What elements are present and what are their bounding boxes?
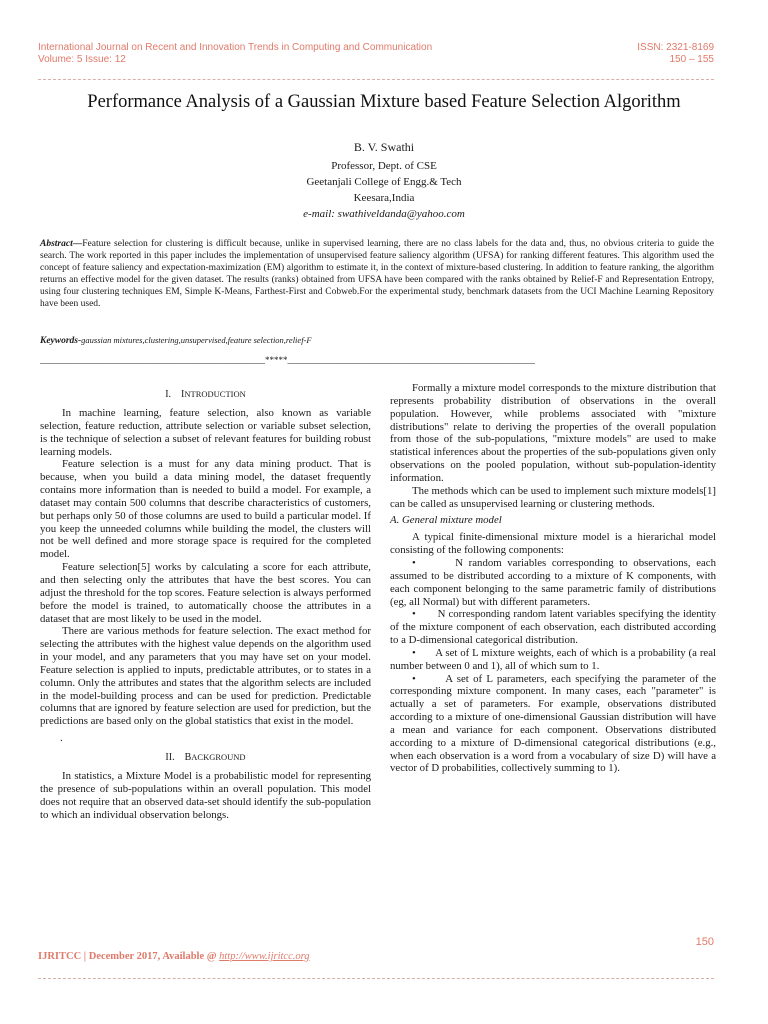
mixture-paragraph-3: A typical finite-dimensional mixture model is a hierarichal model consisting of the following components: — [390, 531, 716, 557]
intro-paragraph-3: Feature selection[5] works by calculating a score for each attribute, and then selecting only the attributes that have the best scores. You can adjust the threshold for the top scores. Feature selection is always performed before the model is trained, to automatically choose the attributes in a dataset that are most likely to be used in the model. — [40, 561, 372, 625]
keywords-label: Keywords- — [40, 336, 82, 346]
keywords-text: gaussian mixtures,clustering,unsupervised,feature selection,relief-F — [81, 335, 312, 345]
intro-paragraph-2: Feature selection is a must for any data mining product. That is because, when you build a data mining model, the dataset frequently contains more information than is needed to build a model. For example, a dataset may contain 500 columns that describe characteristics of customers, but perhaps only 50 of those columns are used to build a particular model. If you keep the unneeded columns while building the model, the clusters will not be well defined and more storage space is required for the completed model. — [40, 458, 371, 561]
intro-paragraph-4: There are various methods for feature selection. The exact method for selecting the attributes with the highest value depends on the algorithm used in your model, and any parameters that you may have set on your model. Feature selection is applied to inputs, predictable attributes, or to states in a column. Only the attributes and states that the algorithm selects are included in the model-building process and can be used for prediction. Predictable columns that are ignored by feature selection are used for prediction, but the predictions are based only on the global statistics that exist in the model. — [40, 625, 371, 728]
author-college: Geetanjali College of Engg.& Tech — [306, 176, 462, 188]
author-name: B. V. Swathi — [353, 140, 415, 154]
journal-name: International Journal on Recent and Innovation Trends in Computing and Communication — [38, 42, 433, 53]
abstract — [40, 238, 714, 311]
abstract-text: Feature selection for clustering is difficult because, unlike in supervised learning, there are no class labels for the data and, thus, no obvious criteria to guide the search. The work reported in this paper includes the implementation of unsupervised feature saliency algorithm (UFSA) for ranking different features. This algorithm used the concept of feature saliency and expectation-maximization (EM) algorithm to estimate it, in the context of mixture-based clustering. In addition to feature ranking, the algorithm returns an effective model for the given dataset. The results (ranks) obtained from UFSA have been compared with the ranks obtained by Relief-F and Representation Entropy, using four clustering techniques EM, Simple K-Means, Farthest-First and Cobweb.For the experimental study, benchmark datasets from the UCI Machine Learning Repository have been used. — [40, 239, 714, 310]
stray-dot: . — [60, 732, 63, 745]
author-dept: Professor, Dept. of CSE — [331, 160, 437, 172]
section-heading-introduction: I. INTRODUCTION — [165, 389, 246, 400]
abstract-label: Abstract— — [40, 239, 83, 249]
footer-rule — [38, 978, 714, 979]
mixture-paragraph-1: Formally a mixture model corresponds to the mixture distribution that represents probability distribution of observations in the overall population. However, while problems associated with "mixture distributions" relate to deriving the properties of the overall population from those of the sub-populations, "mixture models" are used to make statistical inferences about the properties of the sub-populations given only observations on the pooled population, without sub-population-identity information. — [390, 382, 716, 484]
bullet-item-4: • A set of L parameters, each specifying the parameter of the corresponding mixture component. In many cases, each "parameter" is actually a set of parameters. For example, observations distributed according to a mixture of one-dimensional Gaussian distribution will have a mean and variance for each component. Observations distributed according to a mixture of D-dimensional categorical distributions (e.g., when each observation is a word from a vocabulary of size D) will have a vector of D probabilities, collectively summing to 1). — [390, 672, 719, 775]
keywords — [40, 334, 714, 347]
right-column — [390, 382, 719, 775]
bullet-item-1: • N random variables corresponding to observations, each assumed to be distributed according to a mixture of K components, with each component belonging to the same parametric family of distributions (eg, all Normal) but with different parameters. — [390, 556, 719, 608]
bullet-item-2: • N corresponding random latent variables specifying the identity of the mixture component of each observation, each distributed according to a D-dimensional categorical distribution. — [390, 608, 719, 647]
author-email: e-mail: swathiveldanda@yahoo.com — [303, 208, 465, 220]
left-column — [40, 388, 371, 821]
background-paragraph: In statistics, a Mixture Model is a probabilistic model for representing the presence of sub-populations within an overall population. This model does not require that an observed data-set should identify the sub-population to which an individual observation belongs. — [40, 770, 371, 821]
volume-issue: Volume: 5 Issue: 12 — [38, 54, 126, 65]
page-range: 150 – 155 — [669, 54, 714, 65]
separator-line: __________________________________________________*****_______________________________________________________ — [40, 355, 535, 365]
page-number: 150 — [695, 936, 714, 948]
bullet-item-3: • A set of L mixture weights, each of which is a probability (a real number between 0 and 1), all of which sum to 1. — [390, 646, 719, 672]
intro-paragraph-1: In machine learning, feature selection, also known as variable selection, feature reduction, attribute selection or variable subset selection, is the technique of selection a subset of relevant features for building robust learning models. — [40, 407, 371, 458]
author-location: Keesara,India — [353, 192, 415, 204]
author-affiliation — [0, 158, 768, 222]
section-heading-background: II. BACKGROUND — [165, 752, 246, 764]
header-rule — [38, 79, 714, 80]
footer-text: IJRITCC | December 2017, Available @ http://www.ijritcc.org — [38, 951, 310, 962]
paper-title: Performance Analysis of a Gaussian Mixture based Feature Selection Algorithm — [87, 92, 681, 112]
issn: ISSN: 2321-8169 — [637, 42, 714, 53]
subsection-heading: A. General mixture model — [390, 514, 502, 527]
journal-link[interactable]: http://www.ijritcc.org — [219, 951, 310, 962]
mixture-paragraph-2: The methods which can be used to implement such mixture models[1] can be called as unsupervised learning or clustering methods. — [390, 484, 716, 510]
